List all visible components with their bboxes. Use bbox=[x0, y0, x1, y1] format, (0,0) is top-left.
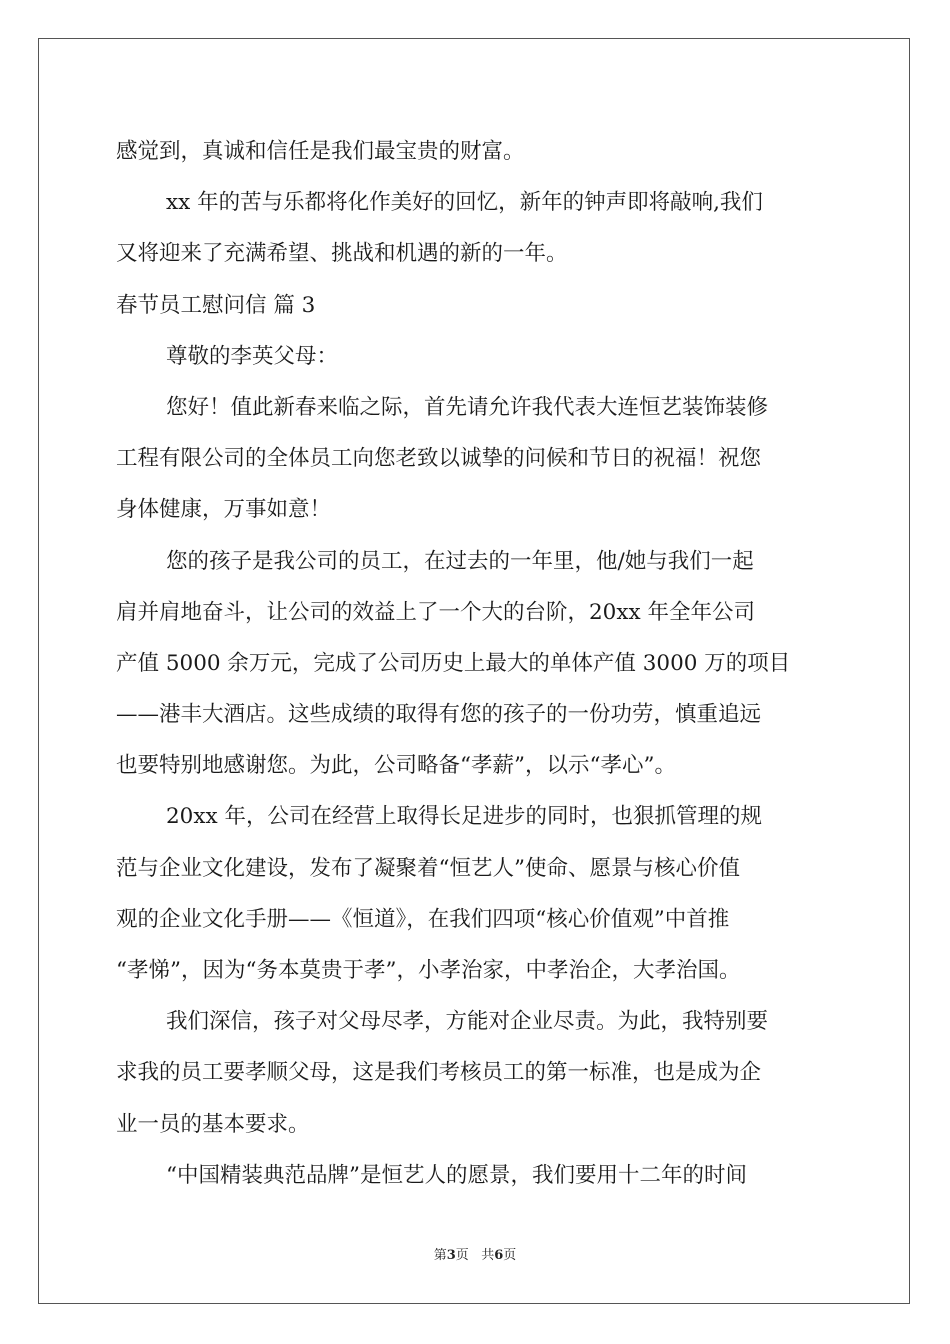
paragraph-line: 肩并肩地奋斗，让公司的效益上了一个大的台阶，20xx 年全年公司 bbox=[116, 599, 755, 625]
footer-total-suffix: 页 bbox=[503, 1248, 517, 1263]
paragraph-line: 也要特别地感谢您。为此，公司略备“孝薪”，以示“孝心”。 bbox=[116, 753, 676, 779]
page-footer bbox=[0, 1244, 950, 1263]
total-pages-number: 6 bbox=[494, 1248, 504, 1263]
paragraph-line: 观的企业文化手册——《恒道》，在我们四项“核心价值观”中首推 bbox=[116, 906, 730, 932]
paragraph-line: 我们深信，孩子对父母尽孝，方能对企业尽责。为此，我特别要 bbox=[166, 1009, 769, 1035]
paragraph-line: 感觉到，真诚和信任是我们最宝贵的财富。 bbox=[116, 139, 525, 164]
paragraph-line: “孝悌”，因为“务本莫贵于孝”，小孝治家，中孝治企，大孝治国。 bbox=[116, 958, 741, 983]
paragraph-line: 业一员的基本要求。 bbox=[116, 1111, 310, 1137]
footer-prefix: 第 bbox=[433, 1248, 447, 1263]
section-heading: 春节员工慰问信 篇 3 bbox=[116, 292, 316, 318]
paragraph-line: 工程有限公司的全体员工向您老致以诚挚的问候和节日的祝福！祝您 bbox=[116, 446, 762, 472]
paragraph-line: 您的孩子是我公司的员工，在过去的一年里，他/她与我们一起 bbox=[166, 548, 754, 574]
paragraph-line: “中国精装典范品牌”是恒艺人的愿景，我们要用十二年的时间 bbox=[166, 1162, 747, 1188]
current-page-number: 3 bbox=[446, 1248, 456, 1263]
document-body bbox=[116, 126, 836, 1201]
salutation: 尊敬的李英父母： bbox=[166, 343, 339, 369]
footer-page-suffix: 页 bbox=[455, 1248, 469, 1263]
paragraph-line: 又将迎来了充满希望、挑战和机遇的新的一年。 bbox=[116, 241, 568, 267]
paragraph-line: xx 年的苦与乐都将化作美好的回忆，新年的钟声即将敲响,我们 bbox=[166, 190, 763, 216]
paragraph-line: 身体健康，万事如意！ bbox=[116, 497, 332, 523]
paragraph-line: 产值 5000 余万元，完成了公司历史上最大的单体产值 3000 万的项目 bbox=[116, 650, 791, 676]
paragraph-line: 求我的员工要孝顺父母，这是我们考核员工的第一标准，也是成为企 bbox=[116, 1060, 762, 1086]
footer-total-prefix: 共 bbox=[481, 1248, 495, 1263]
paragraph-line: 您好！值此新春来临之际，首先请允许我代表大连恒艺装饰装修 bbox=[166, 394, 769, 420]
paragraph-line: 20xx 年，公司在经营上取得长足进步的同时，也狠抓管理的规 bbox=[166, 804, 762, 830]
paragraph-line: 范与企业文化建设，发布了凝聚着“恒艺人”使命、愿景与核心价值 bbox=[116, 855, 740, 881]
paragraph-line: ——港丰大酒店。这些成绩的取得有您的孩子的一份功劳，慎重追远 bbox=[116, 702, 762, 728]
